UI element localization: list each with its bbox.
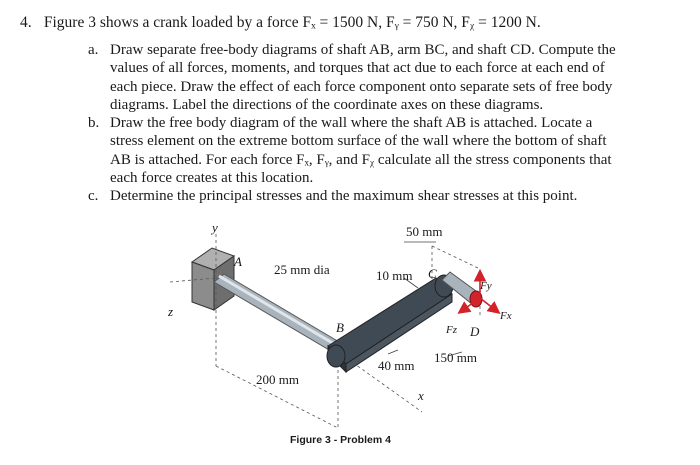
dimension-200-mm: 200 mm [256,372,299,387]
force-fx-label: Fx [500,310,512,322]
part-c [88,187,670,205]
force-fx-arrow [480,298,498,312]
part-a-line: diagrams. Label the directions of the coordinate axes on these diagrams. [110,97,544,114]
point-b-label: B [336,320,344,335]
dimension-50-mm: 50 mm [406,224,443,239]
point-c-label: C [428,266,437,281]
force-fy-label: Fy [480,280,492,292]
part-b-line: each force creates at this location. [110,170,314,187]
part-a-line: Draw separate free-body diagrams of shaft AB, arm BC, and shaft CD. Compute the [110,42,616,58]
dimension-40-mm: 40 mm [378,358,415,373]
part-b-line: AB is attached. For each force Fₓ, Fᵧ, and Fᵪ calculate all the stress components that [110,151,612,168]
dimension-150-mm: 150 mm [434,350,477,365]
part-b [88,114,670,188]
part-a [88,41,670,115]
question-stem-text: Figure 3 shows a crank loaded by a force Fₓ = 1500 N, Fᵧ = 750 N, Fᵪ = 1200 N. [43,14,541,31]
point-a-label: A [234,254,242,269]
question-4-stem [20,14,541,32]
crank-figure [150,216,550,452]
shaft-diameter-label: 25 mm dia [274,262,330,277]
z-axis-label: z [168,304,174,319]
part-a-line: each piece. Draw the effect of each force component onto separate sets of free body [110,78,613,95]
crank-drawing [150,216,550,452]
point-d-label: D [470,324,480,339]
part-c-marker: c. [88,188,99,204]
part-b-marker: b. [88,115,100,131]
x-axis-label: x [418,388,424,403]
part-b-line: stress element on the extreme bottom surface of the wall where the bottom of shaft [110,133,607,150]
dimension-10-mm: 10 mm [376,268,413,283]
shaft-ab [214,274,346,354]
question-number: 4. [20,14,32,31]
part-a-line: values of all forces, moments, and torques that act due to each force at each end of [110,60,605,77]
figure-caption: Figure 3 - Problem 4 [290,434,391,446]
y-axis-label: y [212,220,218,235]
part-a-marker: a. [88,42,99,58]
part-c-line: Determine the principal stresses and the maximum shear stresses at this point. [110,188,578,204]
force-fz-label: Fz [446,324,457,336]
part-b-line: Draw the free body diagram of the wall where the shaft AB is attached. Locate a [110,115,593,131]
